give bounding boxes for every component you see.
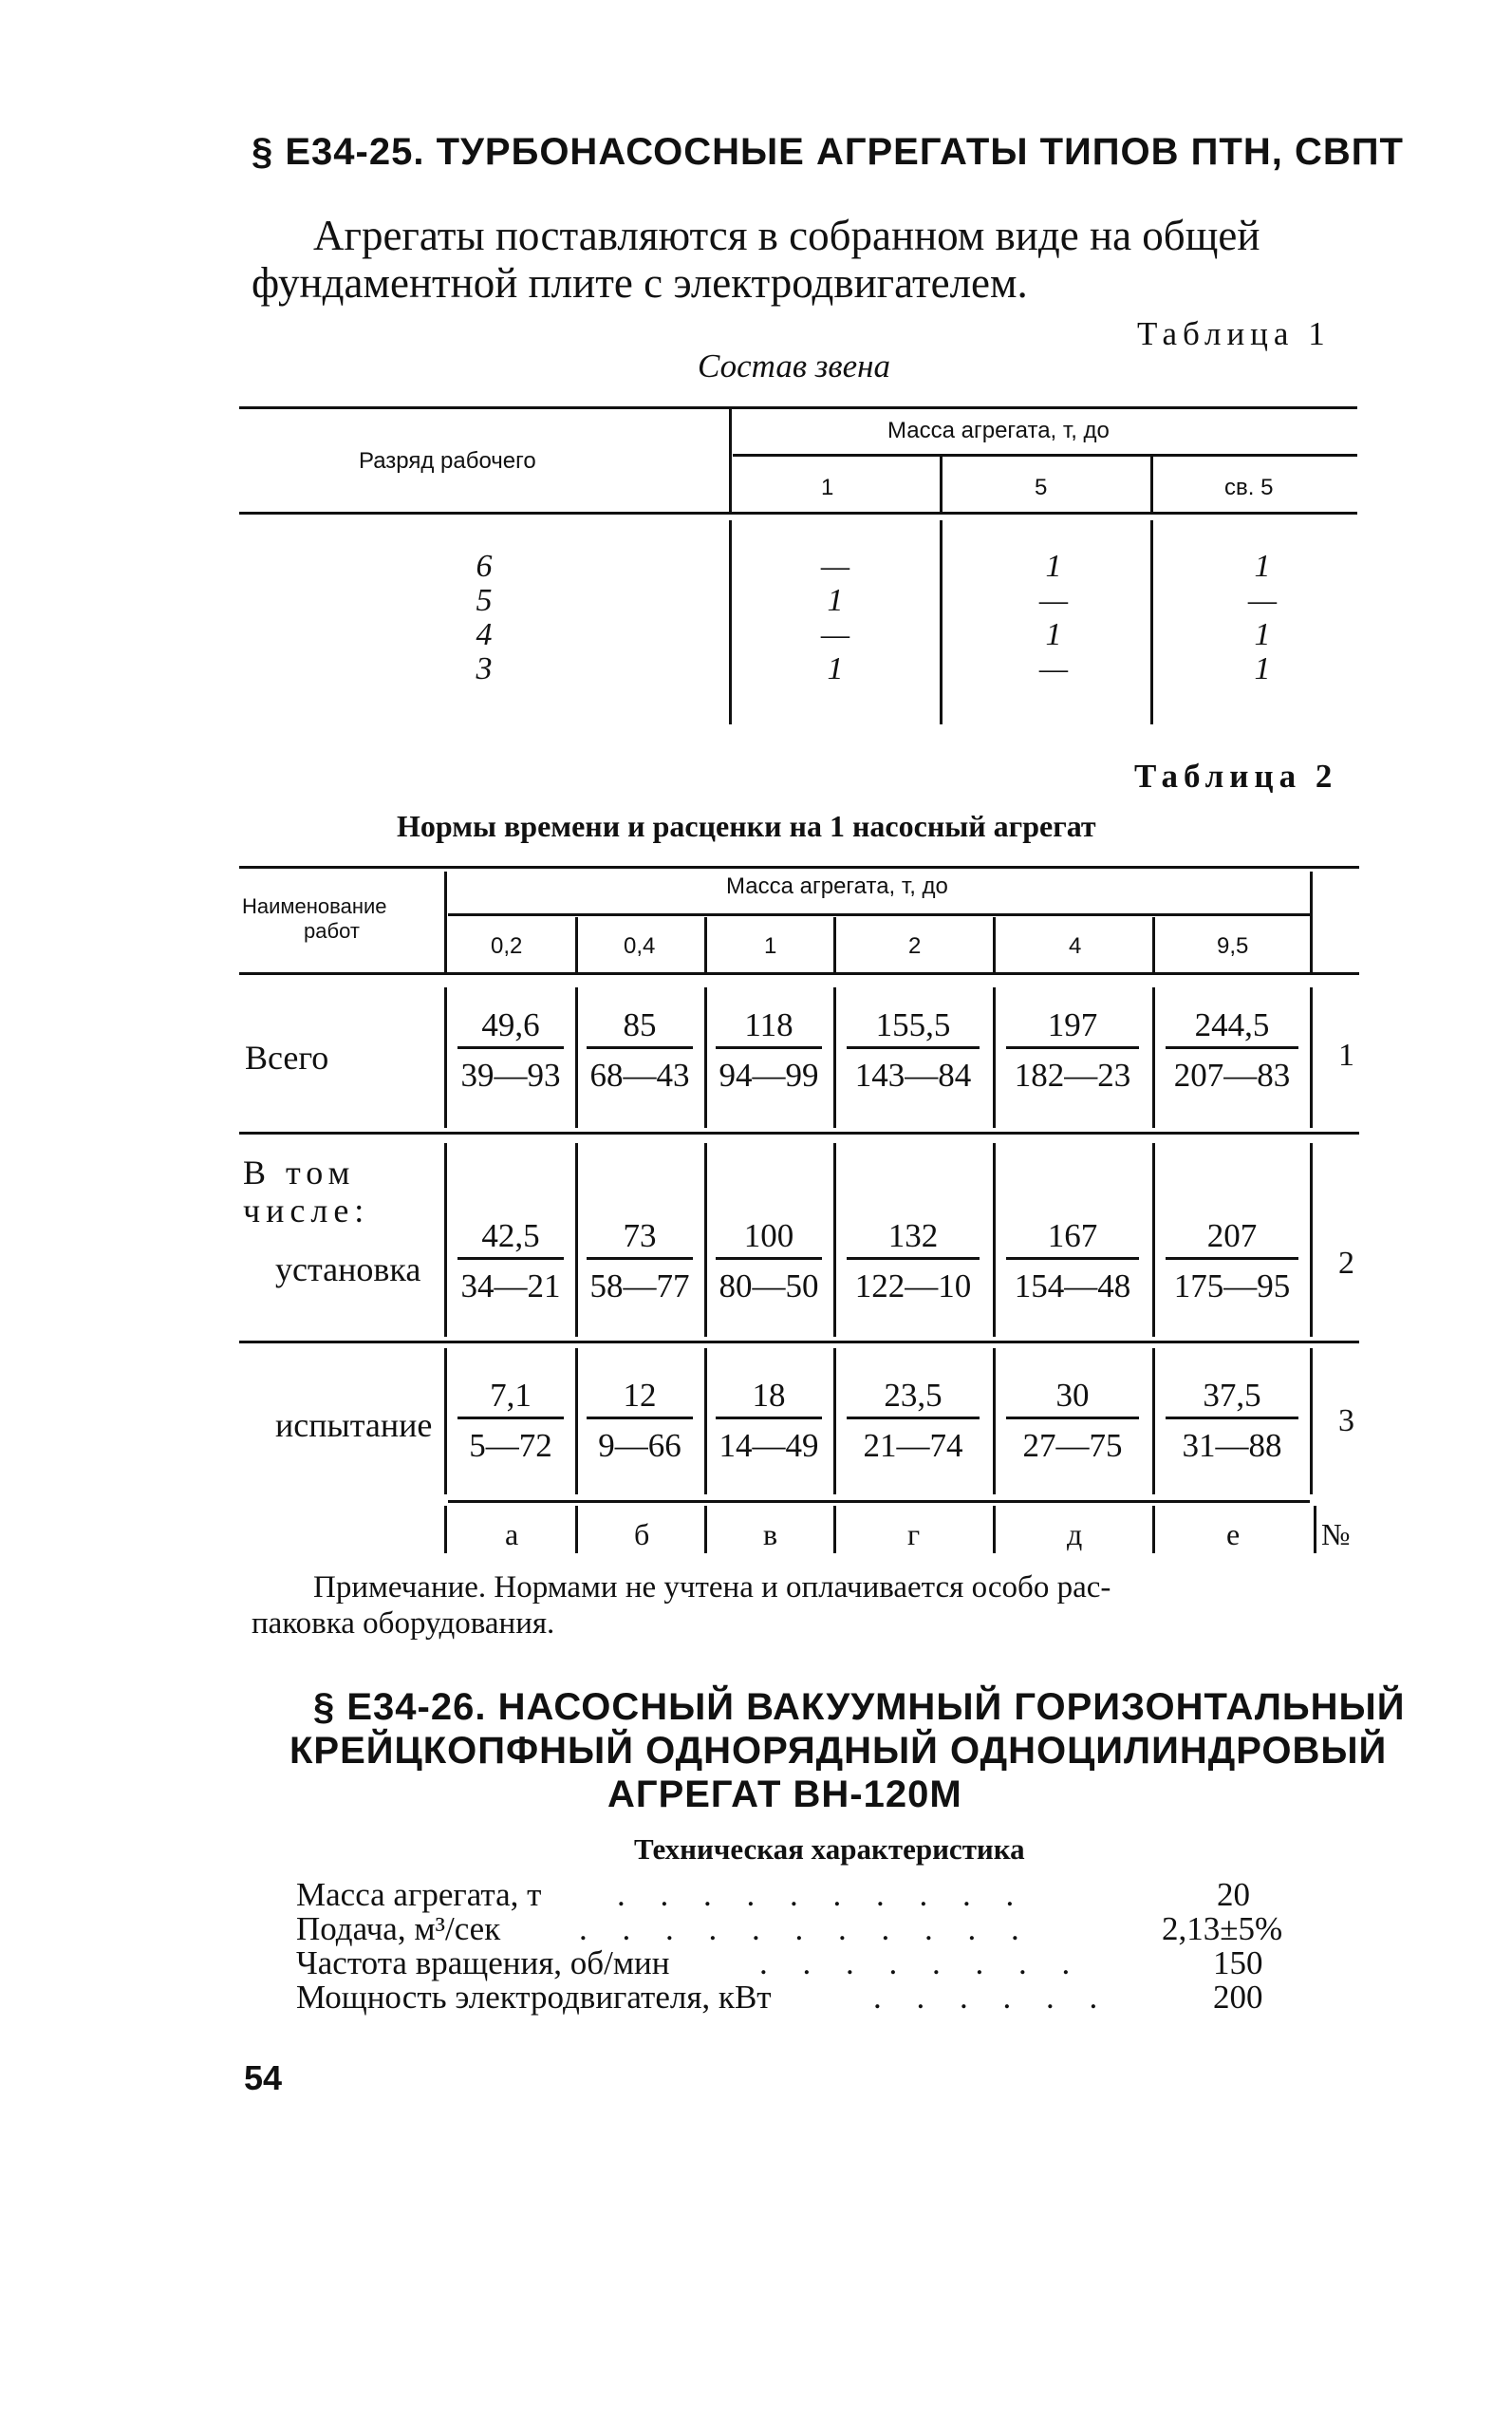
leader-dots: . . . . . . . . . . <box>617 1876 1028 1913</box>
row-number: 2 <box>1338 1246 1354 1281</box>
table2-cell <box>716 1006 822 1095</box>
column-letter: а <box>505 1517 519 1551</box>
section-heading: § Е34-25. ТУРБОНАСОСНЫЕ АГРЕГАТЫ ТИПОВ ПТН, СВПТ <box>252 131 1404 173</box>
price-value: 21—74 <box>863 1427 963 1464</box>
table2-cell <box>457 1217 564 1305</box>
rate-value: 73 <box>587 1217 693 1260</box>
price-value: 14—49 <box>719 1427 819 1464</box>
rate-value: 155,5 <box>847 1006 980 1049</box>
column-letter: б <box>634 1517 650 1551</box>
number-sign: № <box>1321 1517 1351 1551</box>
section2-heading-line2: КРЕЙЦКОПФНЫЙ ОДНОРЯДНЫЙ ОДНОЦИЛИНДРОВЫЙ <box>289 1730 1388 1772</box>
price-value: 31—88 <box>1182 1427 1282 1464</box>
table2-col: 0,4 <box>624 933 656 959</box>
leader-dots: . . . . . . . . <box>759 1944 1084 1981</box>
row-name-installation: установка <box>275 1250 421 1288</box>
section2-heading-line1: § Е34-26. НАСОСНЫЙ ВАКУУМНЫЙ ГОРИЗОНТАЛЬНЫЙ <box>313 1686 1406 1728</box>
table2-cell <box>847 1006 980 1095</box>
note-line1 <box>313 1570 1111 1605</box>
table1-cell: — <box>1038 583 1069 618</box>
table2-cell <box>847 1217 980 1305</box>
table1-label: Таблица 1 <box>1137 315 1331 352</box>
table1-rank: 5 <box>476 583 493 618</box>
table1-cell: 1 <box>1254 617 1271 652</box>
price-value: 154—48 <box>1014 1267 1131 1304</box>
table1-header-rank: Разряд рабочего <box>359 448 536 474</box>
price-value: 143—84 <box>854 1057 972 1094</box>
table1-col-5: 5 <box>1035 475 1048 500</box>
table1-cell: — <box>820 549 850 584</box>
including-label-2: числе: <box>243 1192 370 1229</box>
table2-cell <box>1006 1217 1139 1305</box>
rate-value: 197 <box>1006 1006 1139 1049</box>
rate-value: 207 <box>1166 1217 1298 1260</box>
price-value: 39—93 <box>460 1057 561 1094</box>
table1-cell: 1 <box>1254 651 1271 686</box>
table2-cell <box>1166 1217 1298 1305</box>
row-name-testing: испытание <box>275 1406 433 1444</box>
table2-cell <box>1166 1377 1298 1465</box>
table1-header-mass: Масса агрегата, т, до <box>887 418 1110 443</box>
price-value: 5—72 <box>469 1427 552 1464</box>
table2-cell <box>1006 1377 1139 1465</box>
table1-rank: 3 <box>476 651 493 686</box>
column-letter: г <box>907 1517 921 1551</box>
table2-title: Нормы времени и расценки на 1 насосный агрегат <box>397 809 1096 843</box>
leader-dots: . . . . . . <box>873 1979 1111 2016</box>
spec-label: Подача, м³/сек <box>296 1910 501 1947</box>
table2-cell <box>587 1217 693 1305</box>
table2-cell <box>716 1377 822 1465</box>
table1-cell: 1 <box>827 651 844 686</box>
leader-dots: . . . . . . . . . . . <box>579 1910 1033 1947</box>
price-value: 175—95 <box>1173 1267 1291 1304</box>
spec-label: Мощность электродвигателя, кВт <box>296 1979 772 2016</box>
table2-cell <box>457 1006 564 1095</box>
table1-cell: 1 <box>1254 549 1271 584</box>
rate-value: 30 <box>1006 1377 1139 1419</box>
table1-cell: 1 <box>1045 549 1062 584</box>
spec-label: Частота вращения, об/мин <box>296 1944 670 1981</box>
table2-col: 1 <box>764 933 777 959</box>
table1-rank: 6 <box>476 549 493 584</box>
table2-col: 2 <box>908 933 922 959</box>
price-value: 34—21 <box>460 1267 561 1304</box>
rate-value: 118 <box>716 1006 822 1049</box>
table2-cell <box>1006 1006 1139 1095</box>
price-value: 207—83 <box>1173 1057 1291 1094</box>
rate-value: 85 <box>587 1006 693 1049</box>
price-value: 122—10 <box>854 1267 972 1304</box>
table2-header-name-2: работ <box>304 919 360 943</box>
spec-value: 2,13±5% <box>1162 1910 1283 1947</box>
price-value: 58—77 <box>589 1267 690 1304</box>
rate-value: 37,5 <box>1166 1377 1298 1419</box>
table2-col: 0,2 <box>491 933 523 959</box>
rate-value: 23,5 <box>847 1377 980 1419</box>
spec-value: 20 <box>1217 1876 1250 1913</box>
table1-cell: — <box>1247 583 1278 618</box>
table2-cell <box>457 1377 564 1465</box>
column-letter: в <box>763 1517 778 1551</box>
rate-value: 244,5 <box>1166 1006 1298 1049</box>
table2-col: 9,5 <box>1217 933 1249 959</box>
table2-header-mass: Масса агрегата, т, до <box>726 873 948 899</box>
including-label-1: В том <box>243 1154 356 1192</box>
price-value: 9—66 <box>598 1427 681 1464</box>
table2-col: 4 <box>1069 933 1082 959</box>
table2-cell <box>847 1377 980 1465</box>
price-value: 80—50 <box>719 1267 819 1304</box>
price-value: 68—43 <box>589 1057 690 1094</box>
table2-cell <box>716 1217 822 1305</box>
spec-label: Масса агрегата, т <box>296 1876 542 1913</box>
spec-value: 150 <box>1213 1944 1263 1981</box>
rate-value: 167 <box>1006 1217 1139 1260</box>
row-name-total: Всего <box>245 1039 329 1077</box>
table1-cell: 1 <box>1045 617 1062 652</box>
table2-header-name-1: Наименование <box>242 894 387 918</box>
table1-col-over5: св. 5 <box>1224 475 1274 500</box>
section2-heading-line3: АГРЕГАТ ВН-120М <box>607 1774 962 1815</box>
table1-col-1: 1 <box>821 475 834 500</box>
page-number: 54 <box>244 2058 283 2097</box>
spec-title: Техническая характеристика <box>634 1832 1025 1866</box>
rate-value: 132 <box>847 1217 980 1260</box>
rate-value: 49,6 <box>457 1006 564 1049</box>
table1-rank: 4 <box>476 617 493 652</box>
price-value: 94—99 <box>719 1057 819 1094</box>
table1-cell: — <box>820 617 850 652</box>
row-number: 1 <box>1338 1038 1354 1073</box>
rate-value: 100 <box>716 1217 822 1260</box>
intro-paragraph-line1: Агрегаты поставляются в собранном виде на общей <box>313 212 1260 259</box>
table2-label: Таблица 2 <box>1134 758 1338 795</box>
rate-value: 12 <box>587 1377 693 1419</box>
table2-cell <box>587 1006 693 1095</box>
intro-paragraph-line2: фундаментной плите с электродвигателем. <box>252 259 1028 307</box>
spec-value: 200 <box>1213 1979 1263 2016</box>
note-text: Примечание. Нормами не учтена и оплачивается особо рас- <box>313 1570 1111 1605</box>
rate-value: 7,1 <box>457 1377 564 1419</box>
table1-title: Состав звена <box>698 347 891 385</box>
table2-cell <box>1166 1006 1298 1095</box>
table2-cell <box>587 1377 693 1465</box>
rate-value: 42,5 <box>457 1217 564 1260</box>
column-letter: д <box>1067 1517 1083 1551</box>
price-value: 182—23 <box>1014 1057 1131 1094</box>
column-letter: е <box>1226 1517 1241 1551</box>
row-number: 3 <box>1338 1403 1354 1438</box>
table1-cell: 1 <box>827 583 844 618</box>
rate-value: 18 <box>716 1377 822 1419</box>
note-line2: паковка оборудования. <box>252 1606 555 1641</box>
price-value: 27—75 <box>1022 1427 1123 1464</box>
table1-cell: — <box>1038 651 1069 686</box>
